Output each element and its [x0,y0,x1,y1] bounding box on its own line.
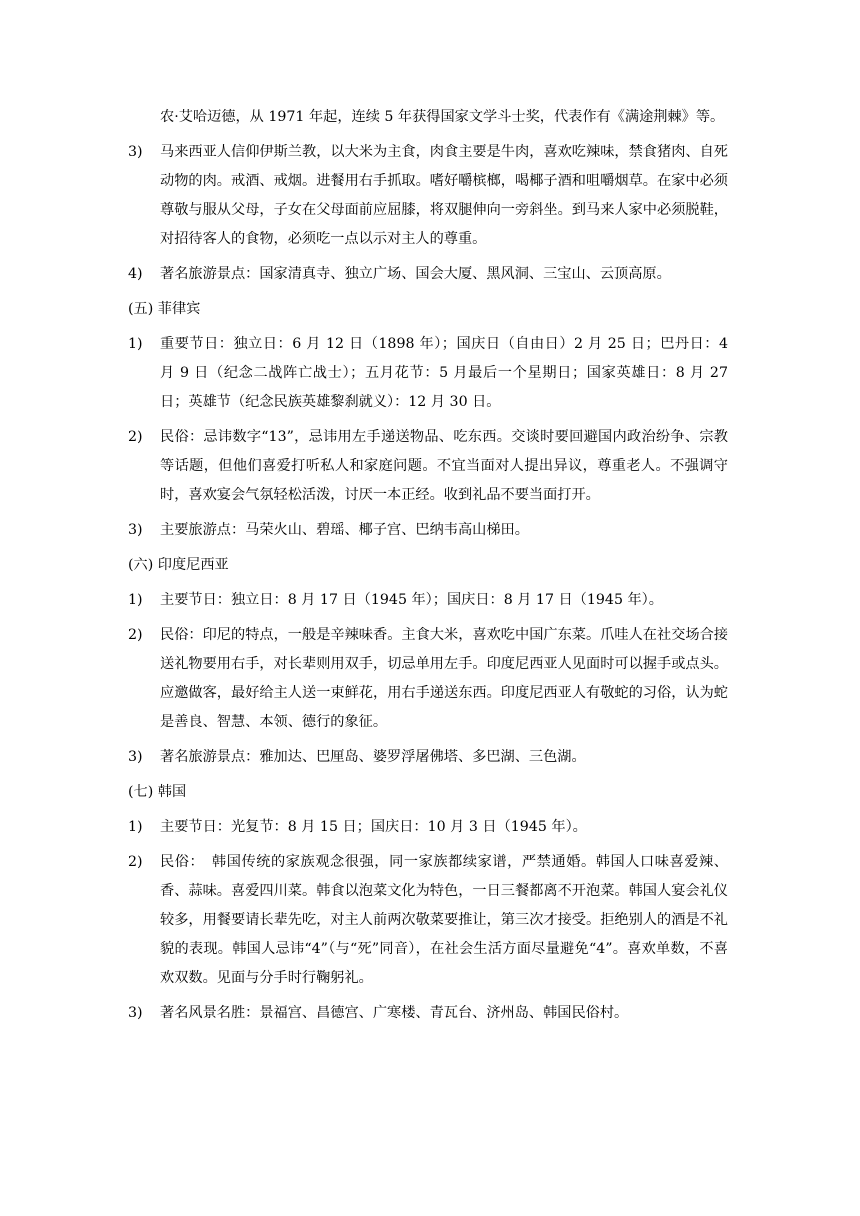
item-number: 1) [128,592,143,608]
list-item [128,999,728,1028]
item-text: 著名旅游景点：国家清真寺、独立广场、国会大厦、黑风洞、三宝山、云顶高原。 [160,266,671,282]
item-text: 著名风景名胜：景福宫、昌德宫、广寒楼、青瓦台、济州岛、韩国民俗村。 [160,1005,629,1021]
list-item [128,516,728,545]
item-number: 3) [128,144,143,160]
continued-paragraph: 农·艾哈迈德，从 1971 年起，连续 5 年获得国家文学斗士奖，代表作有《满途荆棘》等。 [160,109,725,125]
item-text: 民俗： 韩国传统的家族观念很强，同一家族都续家谱，严禁通婚。韩国人口味喜爱辣、香、蒜味。喜爱四川菜。韩食以泡菜文化为特色，一日三餐都离不开泡菜。韩国人宴会礼仪较多，用餐要请长辈先吃，对主人前两次敬菜要推让，第三次才接受。拒绝别人的酒是不礼貌的表现。韩国人忌讳“4”（与“死”同音），在社会生活方面尽量避免“4”。喜欢单数，不喜欢双数。见面与分手时行鞠躬礼。 [160,854,728,986]
section-heading-indonesia: (六) 印度尼西亚 [128,557,229,573]
item-number: 2) [128,854,143,870]
item-text: 重要节日：独立日：6 月 12 日（1898 年）；国庆日（自由日）2 月 25 日；巴丹日：4 月 9 日（纪念二战阵亡战士）；五月花节：5 月最后一个星期日；国家英雄日：8 月 27 日；英雄节（纪念民族英雄黎刹就义）：12 月 30 日。 [160,336,728,410]
list-item [128,743,728,772]
item-text: 主要节日：独立日：8 月 17 日（1945 年）；国庆日：8 月 17 日（1945 年）。 [160,592,663,608]
section-heading-korea: (七) 韩国 [128,784,187,800]
list-item [128,423,728,510]
list-item [128,621,728,737]
list-item [128,330,728,417]
item-number: 4) [128,266,143,282]
list-item [128,138,728,254]
item-number: 2) [128,627,143,643]
list-item [128,260,728,289]
item-text: 主要旅游点：马荣火山、碧瑶、椰子宫、巴纳韦高山梯田。 [160,522,529,538]
document-body [128,103,728,1028]
item-number: 3) [128,749,143,765]
item-number: 1) [128,819,143,835]
item-text: 著名旅游景点：雅加达、巴厘岛、婆罗浮屠佛塔、多巴湖、三色湖。 [160,749,586,765]
section-heading-philippines: (五) 菲律宾 [128,301,201,317]
list-item [128,586,728,615]
item-number: 3) [128,1005,143,1021]
item-text: 马来西亚人信仰伊斯兰教，以大米为主食，肉食主要是牛肉，喜欢吃辣味，禁食猪肉、自死动物的肉。戒酒、戒烟。进餐用右手抓取。嗜好嚼槟榔，喝椰子酒和咀嚼烟草。在家中必须尊敬与服从父母，子女在父母面前应屈膝，将双腿伸向一旁斜坐。到马来人家中必须脱鞋，对招待客人的食物，必须吃一点以示对主人的尊重。 [160,144,728,247]
item-number: 1) [128,336,143,352]
item-number: 2) [128,429,143,445]
list-item [128,848,728,993]
item-number: 3) [128,522,143,538]
list-item [128,813,728,842]
item-text: 民俗：忌讳数字“13”，忌讳用左手递送物品、吃东西。交谈时要回避国内政治纷争、宗教等话题，但他们喜爱打听私人和家庭问题。不宜当面对人提出异议，尊重老人。不强调守时，喜欢宴会气氛轻松活泼，讨厌一本正经。收到礼品不要当面打开。 [160,429,728,503]
item-text: 主要节日：光复节：8 月 15 日；国庆日：10 月 3 日（1945 年）。 [160,819,587,835]
item-text: 民俗：印尼的特点，一般是辛辣味香。主食大米，喜欢吃中国广东菜。爪哇人在社交场合接送礼物要用右手，对长辈则用双手，切忌单用左手。印度尼西亚人见面时可以握手或点头。应邀做客，最好给主人送一束鲜花，用右手递送东西。印度尼西亚人有敬蛇的习俗，认为蛇是善良、智慧、本领、德行的象征。 [160,627,728,730]
